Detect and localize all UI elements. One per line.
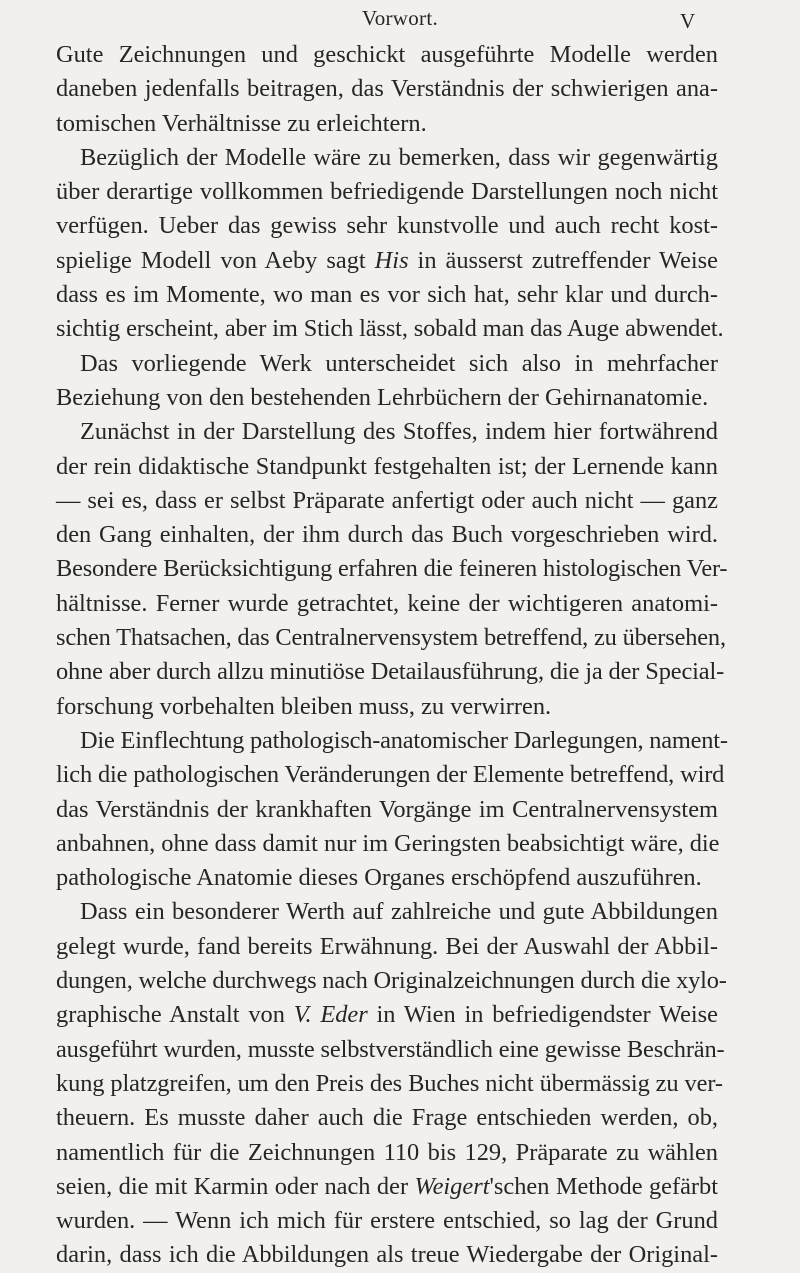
- text-line: [56, 38, 718, 72]
- text-line: [56, 107, 718, 141]
- text-line: [56, 72, 718, 106]
- body-text: [56, 38, 728, 1273]
- text-line: [56, 1101, 718, 1135]
- text-line: [56, 724, 728, 758]
- text-line: [56, 1033, 725, 1067]
- text-segment: forschung vorbehalten bleiben muss, zu verwirren.: [56, 692, 552, 720]
- text-segment: spielige Modell von Aeby sagt: [56, 246, 375, 274]
- running-title: Vorwort.: [361, 6, 439, 30]
- text-line: [56, 244, 718, 278]
- text-segment: sichtig erscheint, aber im Stich lässt, sobald man das Auge abwendet.: [56, 315, 724, 343]
- text-segment: graphische Anstalt von: [56, 1001, 294, 1029]
- text-line: [56, 312, 724, 346]
- text-segment: hältnisse. Ferner wurde getrachtet, keine der wichtigeren anatomi-: [56, 589, 718, 617]
- text-segment: kung platzgreifen, um den Preis des Buches nicht übermässig zu ver-: [56, 1069, 723, 1097]
- page-number: V: [680, 9, 696, 33]
- italic-name: V. Eder: [293, 1001, 368, 1029]
- text-segment: darin, dass ich die Abbildungen als treue Wiedergabe der Original-: [56, 1241, 718, 1269]
- text-line: [56, 415, 718, 449]
- text-segment: über derartige vollkommen befriedigende Darstellungen noch nicht: [56, 178, 718, 206]
- text-line: [56, 347, 718, 381]
- text-segment: Dass ein besonderer Werth auf zahlreiche und gute Abbildungen: [80, 898, 718, 926]
- text-line: [56, 1204, 718, 1238]
- text-line: [56, 793, 718, 827]
- text-segment: in äusserst zutreffender Weise: [408, 246, 719, 274]
- text-segment: Die Einflechtung pathologisch-anatomischer Darlegungen, nament-: [80, 726, 728, 754]
- text-line: [56, 895, 718, 929]
- text-segment: Gute Zeichnungen und geschickt ausgeführte Modelle werden: [56, 41, 718, 68]
- text-line: [56, 690, 718, 724]
- text-segment: das Verständnis der krankhaften Vorgänge im Centralnervensystem: [56, 795, 718, 823]
- text-line: [56, 1067, 723, 1101]
- text-segment: 'schen Methode gefärbt: [489, 1172, 719, 1200]
- text-segment: wurden. — Wenn ich mich für erstere entschied, so lag der Grund: [56, 1207, 718, 1235]
- text-line: [56, 758, 725, 792]
- text-line: [56, 964, 727, 998]
- text-line: [56, 1238, 718, 1272]
- text-line: [56, 518, 718, 552]
- text-line: [56, 175, 718, 209]
- text-segment: Das vorliegende Werk unterscheidet sich also in mehrfacher: [80, 349, 718, 377]
- text-segment: namentlich für die Zeichnungen 110 bis 129, Präparate zu wählen: [56, 1138, 718, 1166]
- text-segment: seien, die mit Karmin oder nach der: [56, 1172, 415, 1200]
- text-segment: lich die pathologischen Veränderungen der Elemente betreffend, wird: [56, 761, 725, 789]
- text-line: [56, 484, 718, 518]
- italic-name: His: [374, 246, 409, 274]
- text-line: [56, 1170, 718, 1204]
- text-segment: ausgeführt wurden, musste selbstverständlich eine gewisse Beschrän-: [56, 1035, 725, 1063]
- text-line: [56, 209, 718, 243]
- text-line: [56, 827, 718, 861]
- italic-name: Weigert: [414, 1172, 490, 1200]
- text-segment: dungen, welche durchwegs nach Originalzeichnungen durch die xylo-: [56, 967, 727, 995]
- text-segment: pathologische Anatomie dieses Organes erschöpfend auszuführen.: [56, 864, 702, 892]
- running-head: [0, 6, 800, 33]
- text-segment: Beziehung von den bestehenden Lehrbüchern der Gehirnanatomie.: [56, 383, 709, 411]
- text-segment: schen Thatsachen, das Centralnervensystem betreffend, zu übersehen,: [56, 624, 726, 652]
- text-line: [56, 998, 718, 1032]
- text-segment: den Gang einhalten, der ihm durch das Buch vorgeschrieben wird.: [56, 521, 718, 549]
- text-segment: ohne aber durch allzu minutiöse Detailausführung, die ja der Special-: [56, 658, 725, 686]
- text-segment: Bezüglich der Modelle wäre zu bemerken, dass wir gegenwärtig: [80, 143, 718, 171]
- text-segment: anbahnen, ohne dass damit nur im Geringsten beabsichtigt wäre, die: [56, 829, 720, 857]
- text-segment: Zunächst in der Darstellung des Stoffes, indem hier fortwährend: [80, 418, 718, 446]
- text-segment: theuern. Es musste daher auch die Frage entschieden werden, ob,: [56, 1104, 718, 1132]
- text-line: [56, 587, 718, 621]
- text-segment: in Wien in befriedigendster Weise: [367, 1001, 718, 1029]
- text-segment: daneben jedenfalls beitragen, das Verständnis der schwierigen ana-: [56, 75, 718, 103]
- text-line: [56, 930, 718, 964]
- text-line: [56, 141, 718, 175]
- text-segment: Besondere Berücksichtigung erfahren die feineren histologischen Ver-: [56, 555, 728, 583]
- text-line: [56, 1136, 718, 1170]
- text-line: [56, 621, 726, 655]
- text-line: [56, 381, 718, 415]
- text-segment: verfügen. Ueber das gewiss sehr kunstvolle und auch recht kost-: [56, 212, 718, 240]
- text-line: [56, 278, 718, 312]
- text-line: [56, 655, 725, 689]
- text-segment: dass es im Momente, wo man es vor sich hat, sehr klar und durch-: [56, 281, 718, 309]
- text-segment: der rein didaktische Standpunkt festgehalten ist; der Lernende kann: [56, 452, 718, 480]
- text-line: [56, 450, 718, 484]
- text-segment: — sei es, dass er selbst Präparate anfertigt oder auch nicht — ganz: [56, 486, 718, 514]
- text-line: [56, 552, 728, 586]
- text-segment: tomischen Verhältnisse zu erleichtern.: [56, 109, 427, 137]
- text-line: [56, 861, 718, 895]
- text-segment: gelegt wurde, fand bereits Erwähnung. Bei der Auswahl der Abbil-: [56, 932, 718, 960]
